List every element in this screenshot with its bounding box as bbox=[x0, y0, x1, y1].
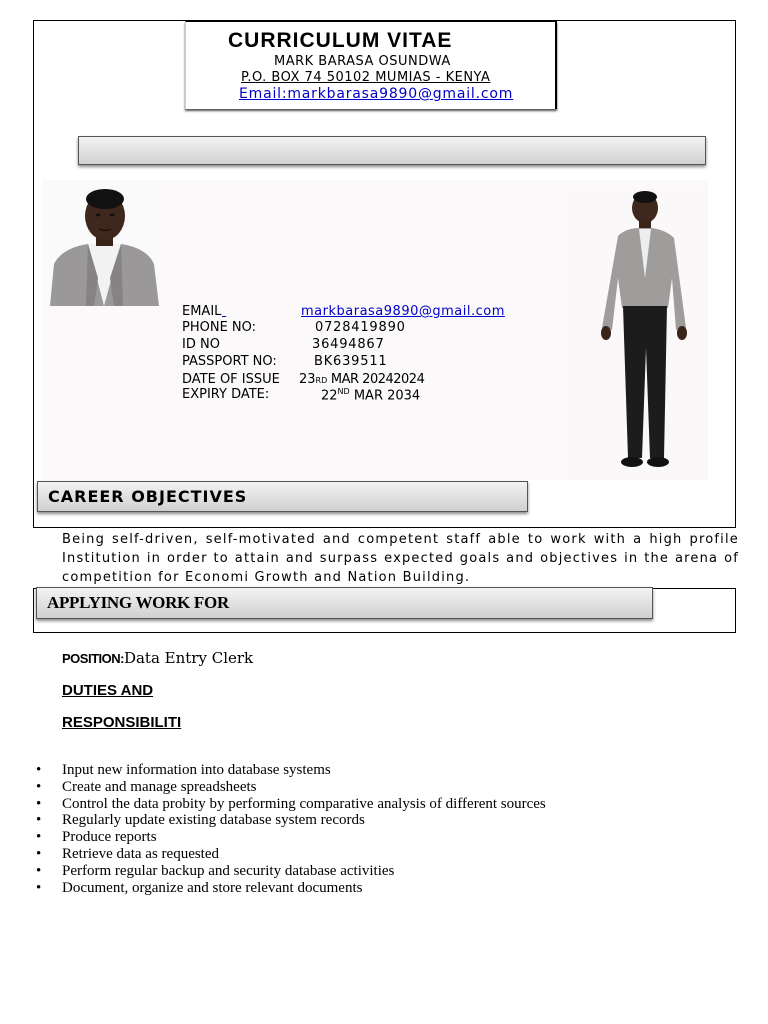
bullet-icon: • bbox=[36, 762, 42, 778]
email-label: EMAIL bbox=[182, 304, 222, 319]
portrait-photo bbox=[48, 186, 161, 306]
duty-text: Produce reports bbox=[62, 829, 157, 846]
bullet-icon: • bbox=[36, 845, 42, 862]
issue-date-value bbox=[299, 372, 424, 387]
duties-list bbox=[36, 762, 546, 896]
duty-text: Input new information into database systems bbox=[62, 762, 331, 778]
duty-list-item bbox=[36, 863, 546, 880]
expiry-day: 22 bbox=[321, 388, 338, 404]
header-divider-bar bbox=[78, 136, 706, 165]
duty-list-item bbox=[36, 812, 546, 829]
bullet-icon: • bbox=[36, 795, 42, 812]
id-label: ID NO bbox=[182, 337, 220, 352]
duty-list-item bbox=[36, 846, 546, 863]
passport-label: PASSPORT NO: bbox=[182, 354, 277, 369]
duty-list-item bbox=[36, 796, 546, 813]
issue-month-year: MAR 20242024 bbox=[327, 372, 425, 387]
expiry-date-value bbox=[321, 387, 420, 403]
career-objectives-bar bbox=[37, 481, 528, 512]
bullet-icon: • bbox=[36, 862, 42, 879]
duty-text: Create and manage spreadsheets bbox=[62, 778, 257, 795]
passport-value: BK639511 bbox=[314, 354, 388, 369]
cv-title: CURRICULUM VITAE bbox=[228, 29, 453, 52]
bullet-icon: • bbox=[36, 812, 42, 829]
phone-label: PHONE NO: bbox=[182, 320, 257, 335]
duty-list-item bbox=[36, 829, 546, 846]
issue-day-suffix: RD bbox=[315, 376, 328, 385]
phone-value: 0728419890 bbox=[315, 320, 406, 335]
applying-work-heading: APPLYING WORK FOR bbox=[47, 593, 229, 612]
candidate-name: MARK BARASA OSUNDWA bbox=[274, 54, 451, 69]
expiry-month-year: MAR 2034 bbox=[349, 388, 421, 404]
duties-heading-line1: DUTIES AND bbox=[62, 682, 154, 699]
issue-day: 23 bbox=[299, 372, 316, 387]
postal-address: P.O. BOX 74 50102 MUMIAS - KENYA bbox=[241, 70, 491, 85]
duty-list-item bbox=[36, 779, 546, 796]
header-email-link[interactable]: Email:markbarasa9890@gmail.com bbox=[239, 86, 514, 102]
applying-work-bar bbox=[36, 587, 653, 619]
duty-text: Retrieve data as requested bbox=[62, 845, 220, 862]
email-underline-gap bbox=[222, 304, 302, 319]
bullet-icon: • bbox=[36, 829, 42, 846]
position-value: Data Entry Clerk bbox=[123, 649, 254, 667]
expiry-day-suffix: ND bbox=[337, 387, 350, 396]
duty-list-item bbox=[36, 880, 546, 897]
id-value: 36494867 bbox=[312, 337, 385, 352]
email-value-link[interactable]: markbarasa9890@gmail.com bbox=[301, 304, 505, 319]
duty-text: Document, organize and store relevant documents bbox=[62, 879, 363, 896]
position-line bbox=[62, 648, 253, 667]
career-objectives-heading: CAREER OBJECTIVES bbox=[48, 487, 248, 506]
bullet-icon: • bbox=[36, 879, 42, 896]
expiry-date-label: EXPIRY DATE: bbox=[182, 387, 270, 402]
duty-list-item bbox=[36, 762, 546, 779]
duties-heading-line2: RESPONSIBILITI bbox=[62, 714, 182, 731]
career-objective-text: Being self-driven, self-motivated and competent staff able to work with a high profile Institution in order to attain and surpass expected goals and objectives in the arena of competition for Economi Growth and Nation Building. bbox=[62, 532, 739, 585]
full-body-photo bbox=[568, 188, 708, 480]
duty-text: Perform regular backup and security database activities bbox=[62, 862, 395, 879]
position-label: POSITION: bbox=[62, 651, 124, 666]
bullet-icon: • bbox=[36, 778, 42, 795]
duty-text: Regularly update existing database system records bbox=[62, 812, 365, 829]
duty-text: Control the data probity by performing comparative analysis of different sources bbox=[62, 795, 546, 812]
issue-date-label: DATE OF ISSUE bbox=[182, 372, 280, 387]
